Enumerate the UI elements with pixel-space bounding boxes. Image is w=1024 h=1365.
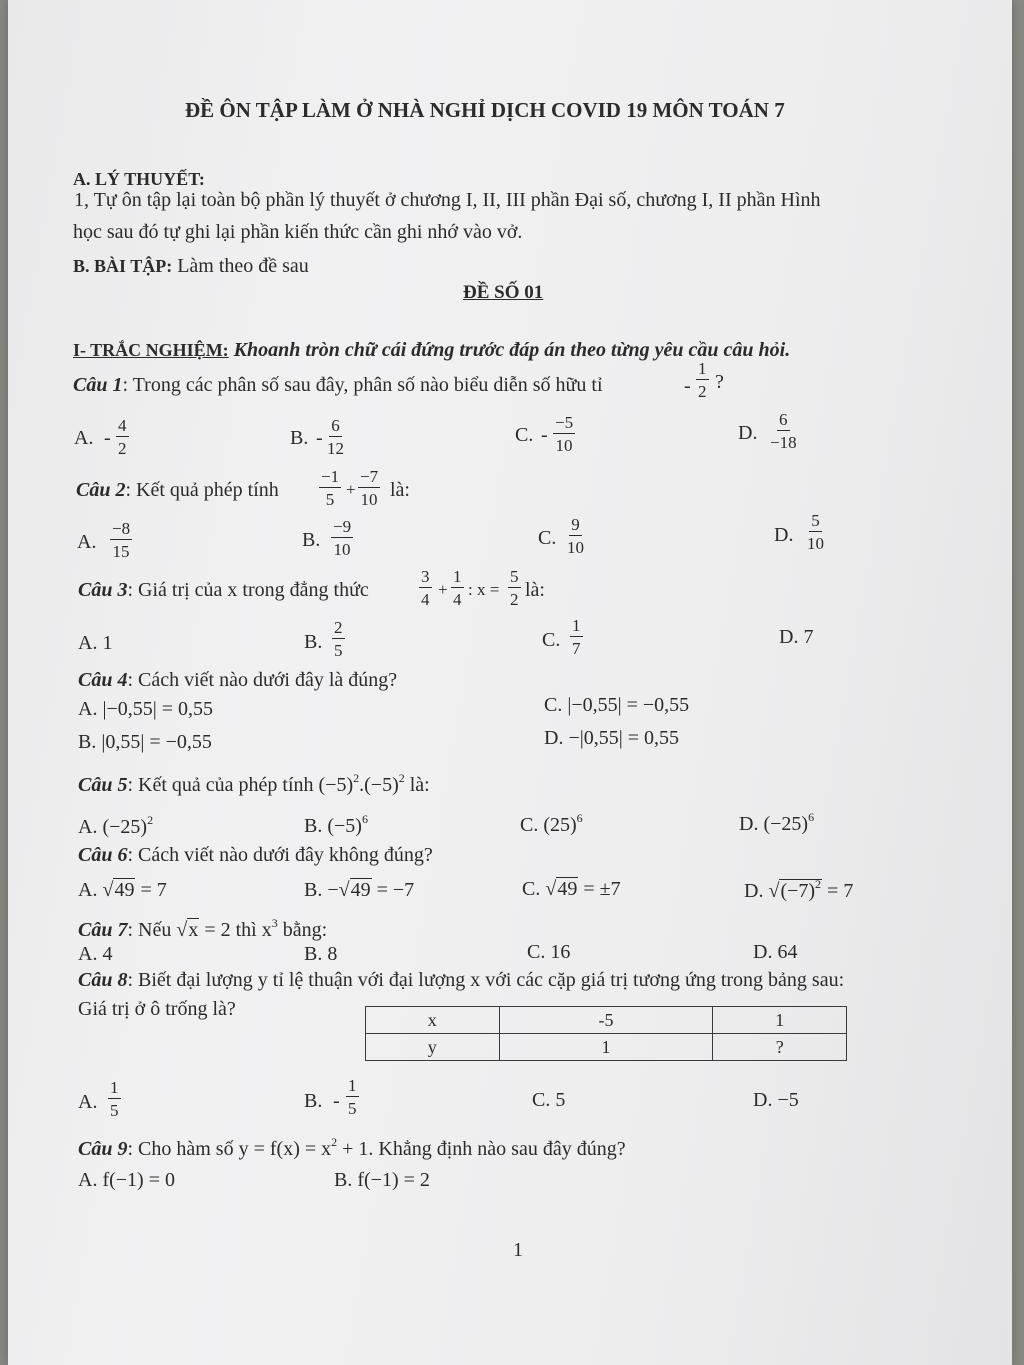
- q8-b-sign: -: [333, 1090, 340, 1112]
- q7-c: C. 16: [527, 941, 571, 963]
- q5-a: [78, 814, 153, 837]
- table-cell: y: [366, 1034, 500, 1061]
- q8-label: Câu 8: [78, 969, 128, 991]
- q7-exp: 3: [271, 916, 278, 930]
- q8-a-fraction: [108, 1079, 121, 1119]
- section-b-heading: B. BÀI TẬP:: [73, 256, 173, 276]
- q3-frac3-num: 5: [510, 567, 519, 586]
- q5-expr-mid: .(−5): [359, 774, 399, 796]
- q6-label: Câu 6: [78, 844, 128, 866]
- q1-stem: : Trong các phân số sau đây, phân số nào biểu diễn số hữu tỉ: [122, 374, 603, 396]
- q1-c-sign: -: [541, 424, 548, 446]
- q1-a-letter: A.: [74, 427, 94, 449]
- q8-b-letter: B.: [304, 1090, 323, 1112]
- table-cell: ?: [713, 1034, 847, 1061]
- q3-op1: +: [438, 580, 448, 599]
- document-title: ĐỀ ÔN TẬP LÀM Ở NHÀ NGHỈ DỊCH COVID 19 MÔN TOÁN 7: [185, 98, 785, 122]
- q3-frac1-num: 3: [421, 567, 430, 586]
- q7-text: Câu 7: Nếu √x = 2 thì $x^3$ bằng:: [78, 916, 328, 941]
- q3-c-den: 7: [572, 639, 581, 658]
- q5-expr-base1: (−5): [318, 774, 354, 796]
- q2-d-fraction: [807, 512, 824, 552]
- table-cell: 1: [499, 1034, 713, 1061]
- q5-b-letter: B.: [304, 815, 323, 837]
- q3-c-fraction: [570, 617, 583, 657]
- q5-c-exp: 6: [576, 811, 583, 825]
- q1-text: [73, 375, 603, 395]
- q6-a-radicand: 49: [114, 879, 135, 901]
- q2-text: [76, 480, 279, 500]
- q2-plus: +: [346, 480, 356, 499]
- q8-b-den: 5: [348, 1099, 357, 1118]
- q3-op2: : x =: [468, 580, 500, 599]
- q7-text2: = 2 thì x: [199, 919, 272, 941]
- q2-b-den: 10: [333, 540, 351, 559]
- q8-b-fraction: [346, 1077, 359, 1117]
- q2-a-num: −8: [112, 519, 131, 538]
- q8-a-letter: A.: [78, 1091, 98, 1113]
- q1-b-den: 12: [327, 439, 344, 458]
- exam-title: ĐỀ SỐ 01: [463, 282, 544, 303]
- q3-b-fraction: [332, 619, 345, 659]
- q5-label: Câu 5: [78, 774, 128, 796]
- q1-c-letter: C.: [515, 424, 534, 446]
- q6-d-letter: D.: [744, 880, 764, 902]
- table-cell: -5: [499, 1007, 713, 1034]
- q7-b: B. 8: [304, 943, 338, 965]
- q2-c-fraction: [567, 516, 584, 556]
- q3-frac2-num: 1: [453, 567, 462, 586]
- q6-c-post: = ±7: [578, 878, 621, 900]
- q2-frac2: [358, 468, 380, 508]
- q4-text: [78, 670, 397, 690]
- q1-d-letter: D.: [738, 422, 758, 444]
- q4-a: A. |−0,55| = 0,55: [78, 698, 214, 720]
- q9-expr2: + 1: [337, 1138, 369, 1160]
- q1-b-fraction: [327, 417, 344, 457]
- q7-label: Câu 7: [78, 919, 128, 941]
- q6-a: A. √49 = 7: [78, 879, 167, 901]
- q5-stem: : Kết quả của phép tính: [127, 774, 314, 796]
- q7-text1: : Nếu: [127, 919, 172, 941]
- q6-d-radicand-exp: 2: [815, 877, 822, 891]
- q1-a-num: 4: [118, 416, 127, 435]
- q6-b-radicand: 49: [350, 879, 371, 901]
- q2-c-num: 9: [571, 515, 580, 534]
- q6-b: B. −√49 = −7: [304, 879, 415, 901]
- q2-frac2-num: −7: [360, 467, 379, 486]
- q3-c-letter: C.: [542, 629, 561, 651]
- part1-heading: I- TRẮC NGHIỆM:: [73, 340, 229, 360]
- q8-a-num: 1: [110, 1078, 119, 1097]
- q5-end: là:: [409, 774, 430, 796]
- q7-a: A. 4: [78, 943, 113, 965]
- q9-text: [78, 1136, 626, 1159]
- section-a-heading: A. LÝ THUYẾT:: [73, 169, 205, 189]
- q6-d-radicand: [779, 879, 822, 902]
- q8-line2: Giá trị ở ô trống là?: [78, 998, 236, 1020]
- q3-b-letter: B.: [304, 631, 323, 653]
- q7-text3: bằng:: [277, 919, 328, 941]
- exam-page: [8, 0, 1012, 1365]
- q6-c: C. √49 = ±7: [522, 878, 621, 900]
- q9-b: B. f(−1) = 2: [334, 1169, 430, 1191]
- q5-d-exp: 6: [808, 810, 815, 824]
- q2-a-fraction: [110, 520, 132, 560]
- part1-line: [73, 340, 790, 360]
- q9-exp: 2: [331, 1135, 338, 1149]
- q5-c-base: (25): [543, 814, 577, 836]
- q2-c-den: 10: [567, 538, 584, 557]
- q6-c-letter: C.: [522, 878, 541, 900]
- q1-frac-num: 1: [698, 359, 707, 378]
- q5-d: [739, 811, 814, 834]
- q8-a-den: 5: [110, 1101, 119, 1120]
- q5-c: [520, 812, 583, 835]
- q6-text: [78, 845, 433, 865]
- q3-a: A. 1: [78, 632, 113, 654]
- q3-d: D. 7: [779, 626, 814, 648]
- q2-a-letter: A.: [77, 531, 97, 553]
- q3-frac2-den: 4: [453, 590, 462, 609]
- q1-a-fraction: [116, 417, 129, 457]
- q5-d-base: (−25): [763, 813, 809, 835]
- q8-b-num: 1: [348, 1076, 357, 1095]
- q3-frac3: [508, 568, 521, 608]
- q1-c-num: −5: [555, 413, 574, 432]
- q6-a-letter: A.: [78, 879, 98, 901]
- q5-b: [304, 813, 368, 836]
- q3-stem: : Giá trị của x trong đẳng thức: [127, 579, 369, 601]
- q1-frac-den: 2: [698, 382, 707, 401]
- q2-c-letter: C.: [538, 527, 557, 549]
- q4-c: C. |−0,55| = −0,55: [544, 694, 690, 716]
- q3-b-den: 5: [334, 641, 343, 660]
- q3-b-num: 2: [334, 618, 343, 637]
- section-b-line: [73, 256, 309, 276]
- q6-d: D. $√(-7)^2 = 7$: [744, 877, 854, 902]
- q8-value-table: [365, 1006, 847, 1061]
- q2-b-num: −9: [333, 517, 352, 536]
- q3-frac1: [419, 568, 432, 608]
- q1-fraction: [696, 360, 709, 400]
- q9-expr: y = f(x) = x: [238, 1138, 332, 1160]
- section-a-line1: 1, Tự ôn tập lại toàn bộ phần lý thuyết ở chương I, II, III phần Đại số, chương I, II phần Hình: [74, 189, 821, 211]
- q6-d-post: = 7: [822, 880, 854, 902]
- q6-b-letter: B.: [304, 879, 323, 901]
- section-a-line2: học sau đó tự ghi lại phần kiến thức cần ghi nhớ vào vở.: [73, 221, 523, 243]
- q3-c-num: 1: [572, 616, 581, 635]
- q3-frac3-den: 2: [510, 590, 519, 609]
- q6-b-pre: −: [327, 879, 339, 901]
- q8-c: C. 5: [532, 1089, 566, 1111]
- q1-a-sign: -: [104, 427, 111, 449]
- q2-frac1-num: −1: [321, 467, 340, 486]
- q1-d-den: −18: [770, 433, 797, 452]
- q6-stem: : Cách viết nào dưới đây không đúng?: [127, 844, 433, 866]
- q2-label: Câu 2: [76, 479, 126, 501]
- q8-d: D. −5: [753, 1089, 799, 1111]
- q9-a: A. f(−1) = 0: [78, 1169, 175, 1191]
- q1-frac-sign: -: [684, 375, 691, 397]
- q5-d-letter: D.: [739, 813, 759, 835]
- q4-label: Câu 4: [78, 669, 128, 691]
- q2-frac2-den: 10: [360, 490, 378, 509]
- q2-frac1: [319, 468, 341, 508]
- q3-frac1-den: 4: [421, 590, 430, 609]
- q5-text: [78, 772, 430, 795]
- q7-d: D. 64: [753, 941, 798, 963]
- q4-b: B. |0,55| = −0,55: [78, 731, 212, 753]
- q1-end: ?: [715, 371, 724, 393]
- q4-stem: : Cách viết nào dưới đây là đúng?: [127, 669, 398, 691]
- q1-label: Câu 1: [73, 374, 123, 396]
- q9-label: Câu 9: [78, 1138, 128, 1160]
- q1-d-fraction: [770, 411, 797, 451]
- q2-b-fraction: [331, 518, 353, 558]
- q2-d-den: 10: [807, 534, 824, 553]
- q5-a-base: (−25): [102, 816, 148, 838]
- q5-expr: [318, 771, 405, 796]
- q3-label: Câu 3: [78, 579, 128, 601]
- section-b-text: Làm theo đề sau: [177, 255, 309, 277]
- page-number: 1: [513, 1239, 523, 1261]
- q9-stem: : Cho hàm số: [127, 1138, 234, 1160]
- q2-b-letter: B.: [302, 529, 321, 551]
- part1-instruction: Khoanh tròn chữ cái đứng trước đáp án theo từng yêu cầu câu hỏi.: [233, 339, 791, 361]
- q5-c-letter: C.: [520, 814, 539, 836]
- q2-stem: : Kết quả phép tính: [125, 479, 279, 501]
- q1-b-num: 6: [331, 416, 340, 435]
- table-row: [366, 1034, 847, 1061]
- q1-b-sign: -: [316, 427, 323, 449]
- q5-a-exp: 2: [147, 813, 154, 827]
- q8-text: [78, 970, 844, 990]
- q1-c-fraction: [553, 414, 575, 454]
- q5-expr-exp1: 2: [353, 771, 360, 785]
- q1-a-den: 2: [118, 439, 127, 458]
- q1-b-letter: B.: [290, 427, 309, 449]
- q3-text: [78, 580, 369, 600]
- q2-frac1-den: 5: [325, 490, 335, 509]
- q6-d-radicand-base: (−7): [780, 880, 816, 902]
- table-cell: 1: [713, 1007, 847, 1034]
- q2-d-letter: D.: [774, 524, 794, 546]
- q5-a-letter: A.: [78, 816, 98, 838]
- table-cell: x: [366, 1007, 500, 1034]
- q6-b-post: = −7: [371, 879, 415, 901]
- q6-a-post: = 7: [135, 879, 167, 901]
- q2-end: là:: [390, 479, 410, 501]
- q7-radicand: x: [188, 919, 199, 941]
- q8-stem: : Biết đại lượng y tỉ lệ thuận với đại lượng x với các cặp giá trị tương ứng trong bảng sau:: [127, 969, 845, 991]
- q1-c-den: 10: [555, 436, 573, 455]
- q5-b-base: (−5): [327, 815, 362, 837]
- q5-expr-exp2: 2: [398, 771, 405, 785]
- table-row: [366, 1007, 847, 1034]
- q2-a-den: 15: [112, 542, 130, 561]
- q9-end: . Khẳng định nào sau đây đúng?: [368, 1138, 626, 1160]
- q6-c-radicand: 49: [557, 878, 578, 900]
- q3-end: là:: [525, 579, 545, 601]
- q3-frac2: [451, 568, 464, 608]
- q5-b-exp: 6: [361, 812, 368, 826]
- q4-d: D. −|0,55| = 0,55: [544, 727, 680, 749]
- q1-d-num: 6: [779, 410, 788, 429]
- q2-d-num: 5: [811, 511, 820, 530]
